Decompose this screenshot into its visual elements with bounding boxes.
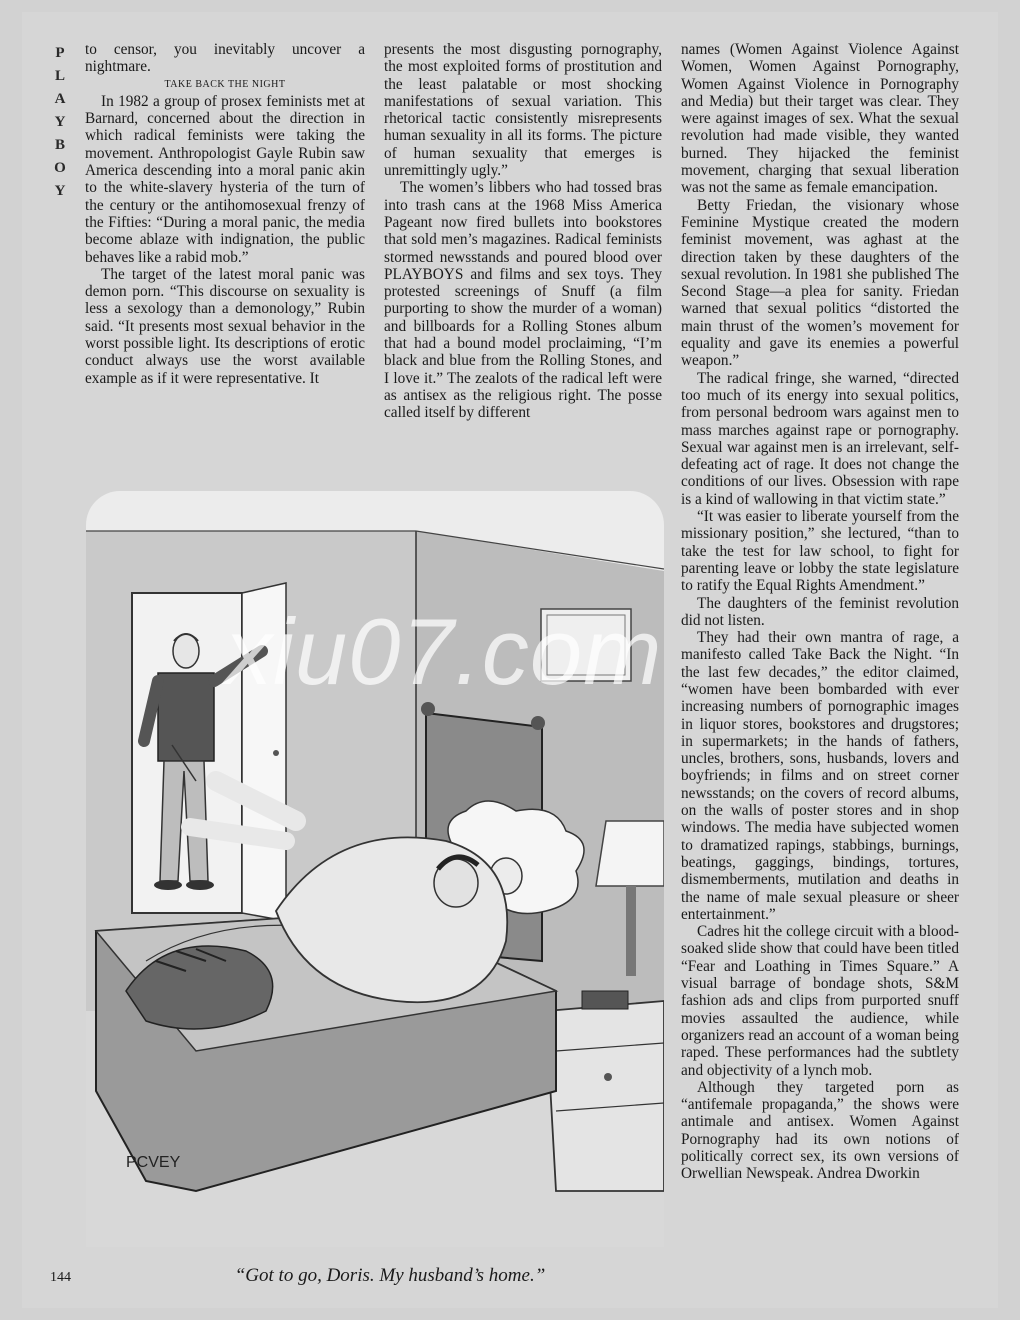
runner-letter: L	[54, 68, 65, 84]
paragraph: They had their own mantra of rage, a manifesto called Take Back the Night. “In the last few decades,” the editor claimed, “women have been bombarded with ever increasing numbers of pornographic images in liquor stores, bookstores and drugstores; in supermarkets; in the hands of fathers, uncles, brothers, sons, husbands, lovers and boyfriends; in films and on street corner newsstands; on the covers of record albums, on the walls of poster stores and in shop windows. The media have subjected women to dramatized rapings, stabbings, burnings, beatings, gaggings, bindings, tortures, dismemberments, mutilation and deaths in the name of male sexual pleasure or sheer entertainment.”	[681, 629, 959, 923]
runner-letter: O	[54, 160, 66, 176]
runner-letter: Y	[54, 183, 66, 199]
paragraph: The women’s libbers who had tossed bras into trash cans at the 1968 Miss America Pageant now fired bullets into bookstores that sold men’s magazines. Radical feminists stormed newsstands and poured blood over PLAYBOYS and films and sex toys. They protested screenings of Snuff (a film purporting to show the murder of a woman) and billboards for a Rolling Stones album that had a bound model proclaiming, “I’m black and blue from the Rolling Stones, and I love it.” The zealots of the radical left were as antisex as the religious right. The posse called itself by different	[384, 179, 662, 422]
page-number: 144	[50, 1270, 71, 1285]
runner-letter: Y	[54, 114, 66, 130]
nightstand	[546, 991, 664, 1191]
open-door	[242, 583, 286, 921]
artist-signature: PCVEY	[126, 1154, 181, 1171]
paragraph: The radical fringe, she warned, “directed too much of its energy into sexual politics, from personal bedroom wars against men to mass marches against rape or pornography. Sexual war against men is an irrelevant, self-defeating act of rage. It does not change the conditions of our lives. Obsession with rape is a kind of wallowing in that victim state.”	[681, 369, 959, 508]
paragraph: Cadres hit the college circuit with a blood-soaked slide show that could have been titled “Fear and Loathing in Times Square.” A visual barrage of bondage shots, S&M fashion ads and clips from purported snuff movies assaulted the audience, while organizers read an account of a woman being raped. These performances had the subtlety and objectivity of a lynch mob.	[681, 923, 959, 1079]
text-column-2	[384, 41, 662, 422]
paragraph: The target of the latest moral panic was demon porn. “This discourse on sexuality is less a sexology than a demonology,” Rubin said. “It presents most sexual behavior in the worst possible light. Its descriptions of erotic conduct always use the worst available example as if it were representative. It	[85, 265, 365, 387]
paragraph: Betty Friedan, the visionary whose Feminine Mystique created the modern feminist movement, was aghast at the direction taken by these daughters of the sexual revolution. In 1981 she published The Second Stage—a plea for sanity. Friedan warned that sexual politics “distorted the main thrust of the women’s movement for equality and gave its enemies a powerful weapon.”	[681, 196, 959, 370]
section-subhead: TAKE BACK THE NIGHT	[164, 78, 286, 90]
bedpost-finial	[531, 716, 545, 730]
runner-letter: P	[55, 45, 65, 61]
running-head	[50, 42, 70, 203]
text-column-3	[681, 41, 959, 1183]
text-column-1	[85, 41, 365, 387]
door-knob	[273, 750, 279, 756]
runner-letter: A	[54, 91, 66, 107]
paragraph: “It was easier to liberate yourself from the missionary position,” she lectured, “than to take the test for law school, to fight for parenting leave or lobby the state legislature to ratify the Equal Rights Amendment.”	[681, 508, 959, 595]
bedpost-finial	[421, 702, 435, 716]
paragraph: presents the most disgusting pornography, the most exploited forms of prostitution and the least palatable or most shocking manifestations of sexual variation. This rhetorical tactic consistently misrepresents human sexuality in all its forms. The picture of human sexuality that emerges is unremittingly ugly.”	[384, 41, 662, 180]
runner-letter: B	[54, 137, 65, 153]
paragraph: In 1982 a group of prosex feminists met at Barnard, concerned about the direction in which radical feminists were taking the movement. Anthropologist Gayle Rubin saw America descending into a moral panic akin to the white-slavery hysteria of the turn of the century or the antihomosexual frenzy of the Fifties: “During a moral panic, the media become ablaze with indignation, the public behaves like a rabid mob.”	[85, 92, 365, 266]
wall-picture	[541, 609, 631, 681]
cartoon-illustration	[86, 491, 664, 1247]
paragraph: names (Women Against Violence Against Women, Women Against Pornography, Women Against Violence in Pornography and Media) but their target was clear. They were against images of sex. What the sexual revolution had made visible, they wanted burned. They hijacked the feminist movement, charging that sexual liberation was not the same as female emancipation.	[681, 41, 959, 197]
cartoon-caption: “Got to go, Doris. My husband’s home.”	[234, 1265, 546, 1286]
paragraph: The daughters of the feminist revolution did not listen.	[681, 594, 959, 629]
watermark: xiu07.com	[225, 599, 663, 704]
paragraph: Although they targeted porn as “antifemale propaganda,” the shows were antimale and antisex. Women Against Pornography had its own notions of politically correct sex, its own versions of Orwellian Newspeak. Andrea Dworkin	[681, 1078, 959, 1183]
paragraph: to censor, you inevitably uncover a nightmare.	[85, 41, 365, 76]
